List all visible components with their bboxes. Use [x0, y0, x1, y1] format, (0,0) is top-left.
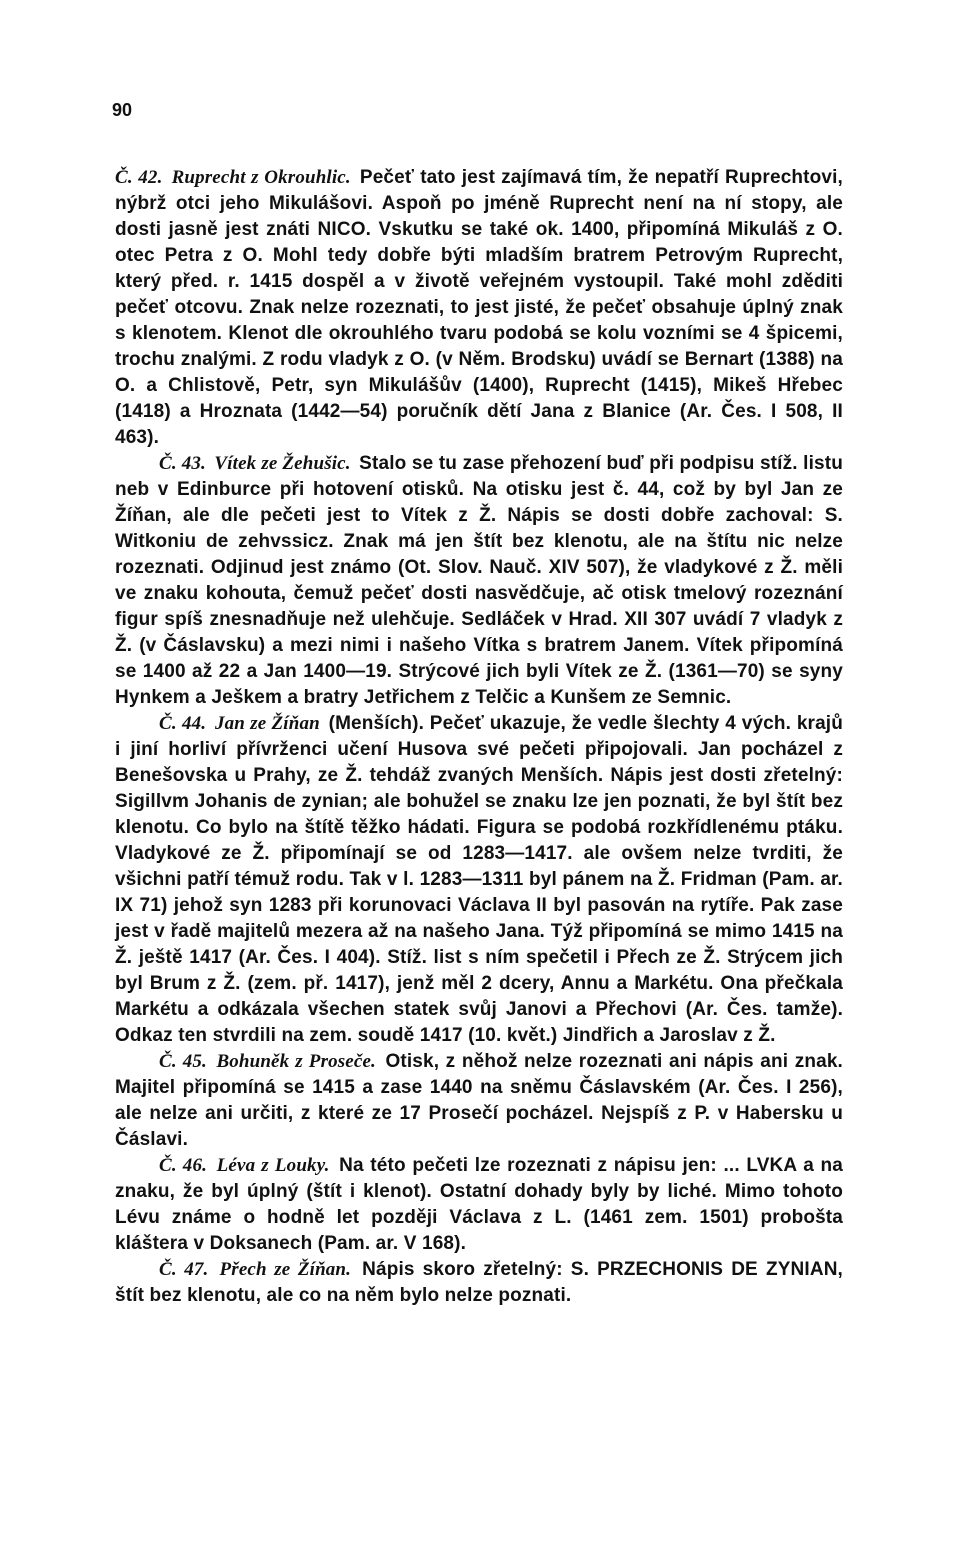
entry-title: Léva z Louky. — [216, 1155, 330, 1176]
entry-text: Nápis skoro zřetelný: S. PRZECHONIS DE ZYNIAN, štít bez klenotu, ale co na něm bylo nelze poznati. — [115, 1259, 843, 1306]
entry-title: Bohuněk z Proseče. — [216, 1051, 376, 1072]
entry-number: Č. 46. — [159, 1155, 208, 1176]
entry-number: Č. 43. — [159, 453, 206, 474]
entry-title: Přech ze Žíňan. — [219, 1259, 352, 1280]
entry-text: Pečeť tato jest zajímavá tím, že nepatří Ruprechtovi, nýbrž otci jeho Mikulášovi. Aspoň po jméně Ruprecht není na ní stopy, ale dosti jasně jest znáti NICO. Vskutku se také ok. 1400, připomíná Mikuláš z O. otec Petra z O. Mohl tedy dobře býti mladším bratrem Petrovým Ruprecht, který před. r. 1415 dospěl a v životě veřejném vystoupil. Také mohl zděditi pečeť otcovu. Znak nelze rozeznati, to jest jisté, že pečeť obsahuje úplný znak s klenotem. Klenot dle okrouhlého tvaru podobá se kolu vozními se 4 špicemi, trochu znalými. Z rodu vladyk z O. (v Něm. Brodsku) uvádí se Bernart (1388) na O. a Chlistově, Petr, syn Mikulášův (1400), Ruprecht (1415), Mikeš Hřebec (1418) a Hroznata (1442—54) poručník dětí Jana z Blanice (Ar. Čes. I 508, II 463). — [115, 167, 843, 448]
entry-text: (Menších). Pečeť ukazuje, že vedle šlechty 4 vých. krajů i jiní horliví přívrženci učení Husova své pečeti připojovali. Jan pocházel z Benešovska u Prahy, ze Ž. tehdáž zvaných Menších. Nápis jest dosti zřetelný: Sigillvm Johanis de zynian; ale bohužel se znaku lze jen poznati, že byl štít bez klenotu. Co bylo na štítě těžko hádati. Figura se podobá rozkřídlenému ptáku. Vladykové ze Ž. připomínají se od 1283—1417. ale ovšem nelze tvrditi, že všichni patří témuž rodu. Tak v l. 1283—1311 byl pánem na Ž. Fridman (Pam. ar. IX 71) jehož syn 1283 při korunovaci Václava II byl pasován na rytíře. Pak zase jest v řadě majitelů mezera až na našeho Jana. Týž připomíná se mimo 1415 na Ž. ještě 1417 (Ar. Čes. I 404). Stíž. list s ním spečetil i Přech ze Ž. Strýcem jich byl Brum z Ž. (zem. př. 1417), jenž měl 2 dcery, Annu a Markétu. Ona přečkala Markétu a odkázala všechen statek svůj Janovi a Přechovi (Ar. Čes. tamže). Odkaz ten stvrdili na zem. soudě 1417 (10. květ.) Jindřich a Jaroslav z Ž. — [115, 713, 843, 1046]
entry-44 — [115, 711, 843, 1049]
entry-title: Vítek ze Žehušic. — [214, 453, 351, 474]
entry-number: Č. 42. — [115, 167, 163, 188]
text-column — [115, 165, 843, 1309]
entry-number: Č. 47. — [159, 1259, 209, 1280]
entry-43 — [115, 451, 843, 711]
page-number: 90 — [112, 100, 133, 120]
entry-number: Č. 44. — [159, 713, 207, 734]
entry-title: Ruprecht z Okrouhlic. — [171, 167, 351, 188]
entry-45 — [115, 1049, 843, 1153]
entry-text: Stalo se tu zase přehození buď při podpisu stíž. listu neb v Edinburce při hotovení otisků. Na otisku jest č. 44, což by byl Jan ze Žíňan, ale dle pečeti jest to Vítek z Ž. Nápis se dosti dobře zachoval: S. Witkoniu de zehvssicz. Znak má jen štít bez klenotu, ale na štítu nic nelze rozeznati. Odjinud jest známo (Ot. Slov. Nauč. XIV 507), že vladykové z Ž. měli ve znaku kohouta, čemuž pečeť dosti nasvědčuje, ač otisk tmelový rozeznání figur spíš znesnadňuje než ulehčuje. Sedláček v Hrad. XII 307 uvádí 7 vladyk z Ž. (v Čáslavsku) a mezi nimi i našeho Vítka s bratrem Janem. Vítek připomíná se 1400 až 22 a Jan 1400—19. Strýcové jich byli Vítek ze Ž. (1361—70) se syny Hynkem a Ješkem a bratry Jetřichem z Telčic a Kunšem ze Semnic. — [115, 453, 843, 708]
entry-47 — [115, 1257, 843, 1309]
entry-title: Jan ze Žíňan — [214, 713, 320, 734]
entry-text: Otisk, z něhož nelze rozeznati ani nápis ani znak. Majitel připomíná se 1415 a zase 1440 na sněmu Čáslavském (Ar. Čes. I 256), ale nelze ani určiti, z které ze 17 Prosečí pocházel. Nejspíš z P. v Habersku u Čáslavi. — [115, 1051, 843, 1150]
entry-46 — [115, 1153, 843, 1257]
entry-text: Na této pečeti lze rozeznati z nápisu jen: ... LVKA a na znaku, že byl úplný (štít i klenot). Ostatní dohady byly by liché. Mimo tohoto Lévu známe o hodně let později Václava z L. (1461 zem. 1501) proboštа kláštera v Doksanech (Pam. ar. V 168). — [115, 1155, 844, 1254]
entry-number: Č. 45. — [159, 1051, 207, 1072]
entry-42 — [115, 165, 843, 451]
